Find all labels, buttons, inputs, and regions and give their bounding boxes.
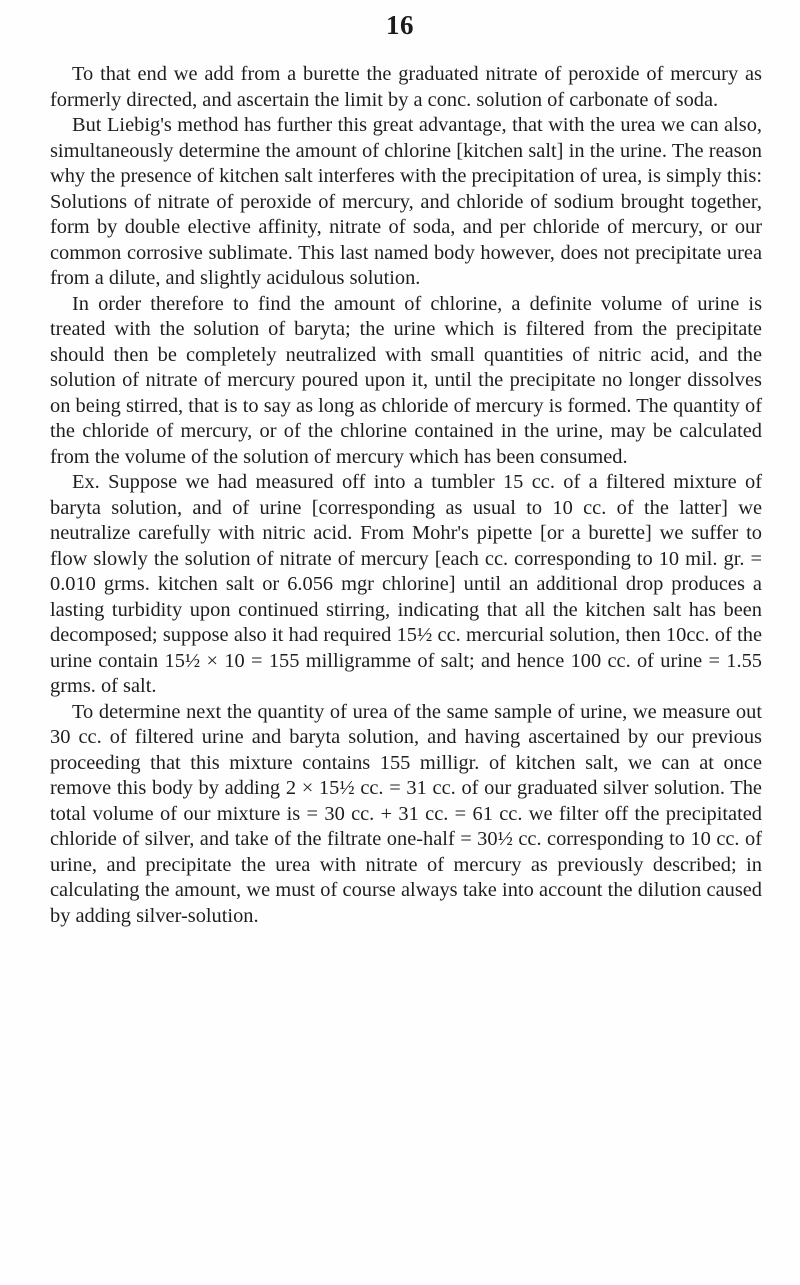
paragraph-burette-titration: To that end we add from a burette the graduated nitrate of peroxide of mercury as formerly directed, and ascertain the limit by a conc. solution of carbonate of soda.	[50, 63, 762, 111]
paragraph-example-calculation: Ex. Suppose we had measured off into a tumbler 15 cc. of a filtered mixture of baryta solution, and of urine [corresponding as usual to 10 cc. of the latter] we neutralize carefully with nitric acid. From Mohr's pipette [or a burette] we suffer to flow slowly the solution of nitrate of mercury [each cc. corresponding to 10 mil. gr. = 0.010 grms. kitchen salt or 6.056 mgr chlorine] until an additional drop produces a lasting turbidity upon continued stirring, indicating that all the kitchen salt has been decomposed; suppose also it had required 15½ cc. mercurial solution, then 10cc. of the urine contain 15½ × 10 = 155 milligramme of salt; and hence 100 cc. of urine = 1.55 grms. of salt.	[50, 471, 762, 697]
page-number: 16	[386, 10, 414, 40]
paragraph-liebig-chlorine: But Liebig's method has further this great advantage, that with the urea we can also, simultaneously determine the amount of chlorine [kitchen salt] in the urine. The reason why the presence of kitchen salt interferes with the precipitation of urea, is simply this: Solutions of nitrate of peroxide of mercury, and chloride of sodium brought together, form by double elective affinity, nitrate of soda, and per chloride of mercury, or our common corrosive sublimate. This last named body however, does not precipitate urea from a dilute, and slightly acidulous solution.	[50, 114, 762, 289]
body-text	[50, 62, 762, 929]
paragraph-chlorine-procedure: In order therefore to find the amount of chlorine, a definite volume of urine is treated with the solution of baryta; the urine which is filtered from the precipitate should then be completely neutralized with small quantities of nitric acid, and the solution of nitrate of mercury poured upon it, until the precipitate no longer dissolves on being stirred, that is to say as long as chloride of mercury is formed. The quantity of the chloride of mercury, or of the chlorine contained in the urine, may be calculated from the volume of the solution of mercury which has been consumed.	[50, 292, 762, 468]
paragraph-urea-determination: To determine next the quantity of urea of the same sample of urine, we measure out 30 cc. of filtered urine and baryta solution, and having ascertained by our previous proceeding that this mixture contains 155 milligr. of kitchen salt, we can at once remove this body by adding 2 × 15½ cc. = 31 cc. of our graduated silver solution. The total volume of our mixture is = 30 cc. + 31 cc. = 61 cc. we filter off the precipitated chloride of silver, and take of the filtrate one-half = 30½ cc. corresponding to 10 cc. of urine, and precipitate the urea with nitrate of mercury as previously described; in calculating the amount, we must of course always take into account the dilution caused by adding silver-solution.	[50, 700, 762, 927]
